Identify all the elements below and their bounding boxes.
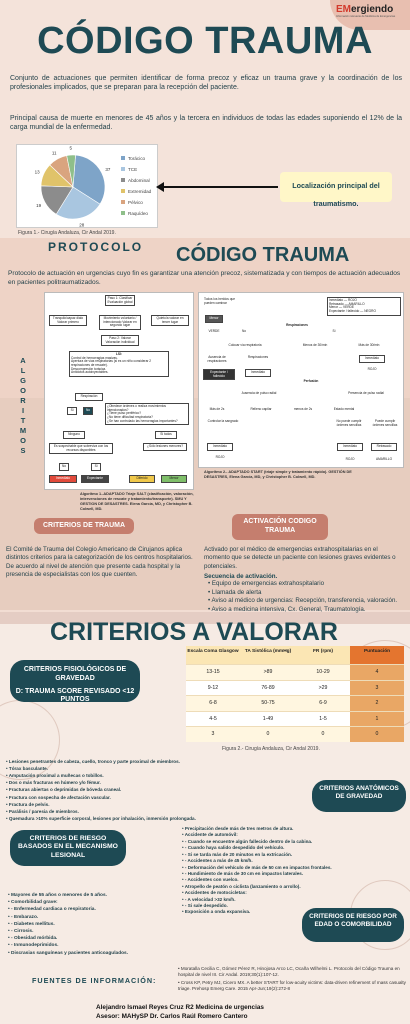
legend-label: Torácico	[128, 156, 146, 161]
fuentes-label: FUENTES DE INFORMACIÓN:	[32, 976, 157, 985]
lesional-item: • Exposición a onda expansiva.	[182, 909, 406, 915]
comorbilidad-list	[8, 892, 208, 957]
author-line-1: Alejandro Ismael Reyes Cruz R2 Medicina de urgencias	[96, 1004, 264, 1011]
score-table-cell: 1-49	[240, 711, 296, 727]
algo2-box: VERDE	[205, 329, 223, 335]
legend-swatch	[121, 189, 125, 193]
algo1-box: Paso 1: Clasificar Evaluación global	[105, 295, 135, 306]
anatomicos-item: • Parálisis / paresia de miembros.	[6, 808, 296, 815]
algo1-box: Si	[67, 407, 77, 415]
score-table-cell: 4-5	[186, 711, 240, 727]
lesional-item: • Accidente de automóvil:	[182, 832, 406, 838]
algo1-box: Respiración	[75, 393, 103, 401]
legend-label: Raquídeo	[128, 211, 148, 216]
score-table-cell: 76-89	[240, 680, 296, 696]
score-table-cell: 2	[350, 695, 404, 711]
anatomicos-item: • Fractura de pelvis.	[6, 801, 296, 808]
algoritmos-label: ALGORITMOS	[18, 356, 28, 456]
pie-value-label: 11	[51, 150, 57, 156]
legend-swatch	[121, 211, 125, 215]
algo2-box: Sí	[329, 329, 339, 335]
score-table-header: TA Sistólica (mmHg)	[240, 646, 296, 664]
algo1-question: ¿No tiene dificultad respiratoria?	[107, 415, 153, 420]
fuentes-list	[178, 966, 406, 992]
algo2-box: Retrasado	[371, 443, 397, 451]
algo2-box: Inmediato	[245, 369, 271, 377]
comorbilidad-item: • - Inmunodeprimidos.	[8, 942, 208, 949]
pie-value-label: 13	[34, 169, 40, 175]
algo1-box: Paso 2: Valorar Valoración individual	[101, 335, 139, 346]
pie-value-label: 37	[105, 167, 111, 173]
lesional-item: • - Si sale despedido.	[182, 903, 406, 909]
anatomicos-item: • Quemadura >10% superficie corporal, lesiones por inhalación, inmersión prolongada.	[6, 815, 296, 822]
anatomicos-item: • Lesiones penetrantes de cabeza, cuello, tronco y parte proximal de miembros.	[6, 758, 296, 765]
algo1-box: Quieto/a valorar en tercer lugar	[151, 315, 189, 326]
algo2-box: Más de 30/min	[349, 343, 389, 349]
algo2-box: AMARILLO	[369, 457, 399, 463]
protocolo-title: CÓDIGO TRAUMA	[176, 244, 350, 266]
lesional-item: • - A velocidad >32 km/h.	[182, 897, 406, 903]
algo1-box: No	[83, 407, 93, 415]
score-table-cell: 3	[186, 726, 240, 742]
fisiologicos-label: CRITERIOS FISIOLÓGICOS DE GRAVEDAD	[23, 666, 127, 682]
fuentes-item: • Cross KP, Petry MJ, Cicero MX. A better START for low-acuity victims: data-driven refinement of mass casualty triage. Prehosp Emerg Care. 2015 Apr-Jun;19(2):272-8	[178, 980, 406, 992]
algo2-box: Ausencia de pulso radial	[239, 391, 279, 397]
algo2-legend-item: Inmediato — ROJO	[329, 298, 357, 302]
algo2-box: ROJO	[339, 457, 361, 463]
score-table-cell: 0	[350, 726, 404, 742]
logo-em: EM	[336, 4, 351, 15]
comorbilidad-item: • - Embarazo.	[8, 914, 208, 921]
comorbilidad-item: • Discrasias sanguíneas y pacientes anticoagulados.	[8, 950, 208, 957]
comorbilidad-item: • - Cirrosis.	[8, 928, 208, 935]
algo1-question: ¿Obedece órdenes o realiza movimientos intencionados?	[107, 404, 166, 412]
comorbilidad-item: • - Enfermedad cardiaca o respiratoria.	[8, 906, 208, 913]
lesional-item: • - Hundimiento de más de 30 cm en impactos laterales.	[182, 871, 406, 877]
score-table-cell: 9-12	[186, 680, 240, 696]
comorbilidad-item: • - Obesidad mórbida.	[8, 935, 208, 942]
algo2-box: Menor	[205, 315, 223, 323]
algo1-lsi-item: Descompresión torácica.	[71, 366, 107, 371]
lesional-item: • - Accidentes a más de 45 km/h.	[182, 858, 406, 864]
algo2-box: Más de 2s	[207, 407, 227, 413]
algo2-box: Menos de 30/min	[295, 343, 335, 349]
protocolo-label: PROTOCOLO	[48, 240, 144, 254]
score-table-cell: 50-75	[240, 695, 296, 711]
score-table-cell: 10-29	[296, 664, 350, 680]
criterios-trauma-text: El Comité de Trauma del Colegio Americano de Cirujanos aplica distintos criterios para la categorización de los centros hospitalarios. De acuerdo al nivel de atención que presente cada hospital y la presencia de especialistas con los que cuenten.	[6, 546, 193, 579]
criterios-trauma-label: CRITERIOS DE TRAUMA	[42, 522, 126, 529]
algo2-box: Ausencia de respiraciones	[201, 355, 233, 364]
intro-paragraph-1: Conjunto de actuaciones que permiten identificar de forma precoz y eficaz un trauma grave y la coordinación de los profesionales implicados, que se preparan para la recepción del paciente.	[10, 75, 402, 92]
algo1-box: Inmediato	[49, 475, 77, 483]
score-table-header: Escala Coma Glasgow	[186, 646, 240, 664]
algo2-box: Colocar vía respiratoria	[223, 343, 267, 349]
algo2-box: Controlar la sangrado	[203, 419, 243, 425]
legend-swatch	[121, 167, 125, 171]
algo1-box: Diferido	[129, 475, 155, 483]
algo2-legend-item: Retrasado — AMARILLO	[329, 301, 365, 306]
lesional-pill	[10, 830, 126, 866]
anatomicos-pill	[312, 780, 406, 812]
algorithm1-caption: Algoritmo 1.-ADAPTADO Triaje SALT (clasificación, valoración, intervenciones de rescate y tratamiento/transporte). SMU Y GESTION DE DESASTRES. Elena García, MD, y Christopher B. Colwell, MD.	[80, 492, 194, 511]
algo2-box: Estado mental	[329, 407, 359, 413]
algo2-box: Perfusión	[299, 379, 323, 385]
lesional-item: • - Cuando se encuentre algún fallecido dentro de la cabina.	[182, 839, 406, 845]
score-table-cell: 1	[350, 711, 404, 727]
algo2-box: Inmediato	[359, 355, 385, 363]
anatomicos-item: • Fractura con sospecha de afectación vascular.	[6, 794, 296, 801]
activacion-label: ACTIVACIÓN CODIGO TRAUMA	[243, 518, 317, 534]
lesional-item: • - Cuando haya salido despedido del vehículo.	[182, 845, 406, 851]
algo1-box: Tranquilo/capaz dialo Valorar primero	[49, 315, 87, 326]
activacion-pill	[232, 514, 328, 540]
score-table-cell: 0	[240, 726, 296, 742]
anatomicos-item: • Tórax basculante.	[6, 765, 296, 772]
criterios-trauma-pill	[34, 518, 134, 534]
comorbilidad-label: CRITERIOS DE RIESGO POR EDAD O COMORBILIDAD	[309, 913, 397, 928]
algo2-legend-item: Menor — VERDE	[329, 305, 354, 310]
algo1-box: Menor	[161, 475, 187, 483]
anatomicos-item: • Fracturas abiertas o deprimidas de bóveda craneal.	[6, 786, 296, 793]
logo-tagline: Información relevante de Medicina de Emergencias	[336, 15, 396, 18]
localization-arrow	[160, 186, 278, 188]
score-table-cell: 6-8	[186, 695, 240, 711]
algo1-lsi-title: LSI:	[115, 352, 123, 356]
lesional-item: • Precipitación desde más de tres metros de altura.	[182, 826, 406, 832]
algo2-box: Presencia de pulso radial	[341, 391, 391, 397]
algo1-lsi-item: Apertura de vías respiratorias (si es un niño considerar 2 respiraciones de rescate).	[71, 359, 152, 368]
protocolo-description: Protocolo de actuación en urgencias cuyo fin es garantizar una atención precoz, sistematizada y con tiempos de actuación adecuados en pacientes politraumatizados.	[8, 270, 401, 286]
score-table-cell: 13-15	[186, 664, 240, 680]
legend-label: Pélvico	[128, 200, 143, 205]
algo1-box: Si	[91, 463, 101, 471]
algo2-box: Relleno capilar	[247, 407, 275, 413]
score-table-cell: 1-5	[296, 711, 350, 727]
algo2-box: Puede cumplir órdenes sencillas	[369, 419, 401, 428]
activacion-item: • Equipo de emergencias extrahospitalario	[208, 580, 404, 589]
score-table-cell: >29	[296, 680, 350, 696]
anatomicos-list	[6, 758, 296, 822]
activacion-item: • Llamada de alerta	[208, 589, 404, 598]
legend-label: Extremidad	[128, 189, 152, 194]
legend-swatch	[121, 178, 125, 182]
algorithm2-panel	[198, 292, 404, 468]
lesional-item: • - Deformación del vehículo de más de 50 cm en impactos frontales.	[182, 865, 406, 871]
algo1-lsi-box	[69, 351, 169, 377]
score-table-body	[186, 646, 404, 742]
pie-value-label: 5	[69, 145, 72, 151]
algo1-question-box	[105, 403, 189, 425]
activacion-text: Activado por el médico de emergencias extrahospitalarias en el momento que se detecte un paciente con lesiones graves evidentes o potenciales.	[204, 546, 396, 570]
algo1-lsi-item: Control de hemorragias masivas.	[71, 355, 118, 360]
algo2-box: Inmediato	[207, 443, 233, 451]
algo1-box: Movimiento voluntario / intencionado Valorar en segundo lugar	[99, 315, 141, 330]
activacion-item: • Aviso al médico de urgencias: Recepción, transferencia, valoración.	[208, 597, 404, 606]
score-table-cell: 6-9	[296, 695, 350, 711]
score-table-header: FR (rpm)	[296, 646, 350, 664]
algoritmos-side-label	[6, 346, 40, 466]
algo2-legend-item: Expectante / fallecido — NEGRO	[329, 309, 376, 314]
fisiologicos-pill	[10, 660, 140, 702]
figure2-caption: Figura 2.- Cirugía Andaluza, Cir Andal 2019.	[222, 746, 320, 752]
activacion-list	[208, 580, 404, 614]
algo2-box: Respiraciones	[243, 355, 273, 361]
algo1-box: ¿Sólo lesiones menores?	[143, 443, 187, 451]
pie-chart	[17, 145, 159, 229]
algo1-box: Si todos	[155, 431, 177, 439]
algorithm1-panel	[44, 292, 194, 490]
algo2-box: Todos los heridos que pueden caminar	[203, 297, 243, 306]
legend-swatch	[121, 156, 125, 160]
comorbilidad-item: • - Diabetes mellitus.	[8, 921, 208, 928]
author-line-2: Asesor: MAHySP Dr. Carlos Raúl Romero Cantero	[96, 1013, 248, 1020]
legend-label: TCE	[128, 167, 138, 172]
lesional-item: • Atropello de peatón o ciclista (lanzamiento o arrollo).	[182, 884, 406, 890]
algo1-question: ¿Tiene pulso periférico?	[107, 411, 142, 416]
algo2-box: Expectante / fallecido	[203, 369, 235, 380]
activacion-item: • Aviso a medicina intensiva, Cx. General, Traumatología.	[208, 606, 404, 615]
lesional-item: • - Si se tarda más de 20 minutos en la extricación.	[182, 852, 406, 858]
algo2-box: Inmediato	[337, 443, 363, 451]
logo	[336, 4, 406, 18]
fuentes-item: • Moratalla Cecilia C, Gómez Pérez R, Hinojosa Arco LC, Ocaña Wilhelmi L. Protocolo del Código Trauma en hospital de nivel III. Cir Andal. 2019;30(1):107-12.	[178, 966, 406, 978]
algorithm2-caption: Algoritmo 2.- ADAPTADO START (triaje simple y tratamiento rápido). GESTIÓN DE DESASTRES, Elena García, MD, y Christopher B. Colwell, MD.	[204, 470, 352, 479]
intro-paragraph-2: Principal causa de muerte en menores de 45 años y la tercera en individuos de todas las edades suponiendo el 12% de la carga mundial de la enfermedad.	[10, 115, 402, 132]
lesional-item: • Accidentes de motocicletas:	[182, 890, 406, 896]
logo-rest: ergiendo	[351, 4, 394, 15]
algo1-box: Ninguno	[63, 431, 85, 439]
legend-label: Abdominal	[128, 178, 150, 183]
score-table	[186, 646, 404, 742]
activacion-sequence-title: Secuencia de activación.	[204, 573, 278, 580]
anatomicos-item: • Dos o más fracturas en húmero y/o fémur.	[6, 779, 296, 786]
algo2-box: ROJO	[363, 367, 381, 373]
algo1-box: Expectante	[81, 475, 109, 483]
fisiologicos-sub: D: TRAUMA SCORE REVISADO <12 PUNTOS	[15, 687, 135, 704]
arrow-head-icon	[156, 182, 164, 192]
score-table-header: Puntuación	[350, 646, 404, 664]
pie-chart-panel	[16, 144, 158, 228]
anatomicos-item: • Amputación proximal a muñecas o tobillos.	[6, 772, 296, 779]
score-table-cell: 3	[350, 680, 404, 696]
lesional-label: CRITERIOS DE RIESGO BASADOS EN EL MECANISMO LESIONAL	[18, 835, 118, 859]
page-title: CÓDIGO TRAUMA	[37, 20, 373, 62]
algo2-legend	[327, 297, 401, 316]
lesional-list	[182, 826, 406, 916]
algo2-box: No puede cumplir órdenes sencillas	[333, 419, 365, 428]
anatomicos-label: CRITERIOS ANATÓMICOS DE GRAVEDAD	[319, 785, 399, 800]
score-table-cell: 4	[350, 664, 404, 680]
algo1-box: No	[59, 463, 69, 471]
algo1-question: ¿Se han controlado las hemorragias importantes?	[107, 418, 178, 423]
score-table-cell: 0	[296, 726, 350, 742]
legend-swatch	[121, 200, 125, 204]
algo2-box: No	[239, 329, 249, 335]
comorbilidad-item: • Comorbilidad grave:	[8, 899, 208, 906]
localization-label-text: Localización principal del traumatismo.	[292, 181, 380, 208]
pie-value-label: 28	[79, 222, 85, 228]
algo1-lsi-item: Antídotos autoinyectables.	[71, 370, 109, 375]
figure1-caption: Figura 1.- Cirugía Andaluza, Cir Andal 2019.	[18, 230, 116, 236]
criterios-valorar-title: CRITERIOS A VALORAR	[50, 618, 338, 646]
lesional-item: • - Accidentes con vuelco.	[182, 877, 406, 883]
score-table-cell: >89	[240, 664, 296, 680]
localization-label	[280, 172, 392, 208]
algo1-box: Es sospechable que sobreviva con los recursos disponibles	[49, 443, 113, 454]
algo2-box: ROJO	[209, 455, 231, 461]
algo2-box: Respiraciones	[279, 323, 315, 329]
algo2-box: menos de 2s	[291, 407, 315, 413]
comorbilidad-pill	[302, 908, 404, 942]
comorbilidad-item: • Mayores de 55 años o menores de 5 años.	[8, 892, 208, 899]
pie-value-label: 19	[36, 202, 42, 208]
